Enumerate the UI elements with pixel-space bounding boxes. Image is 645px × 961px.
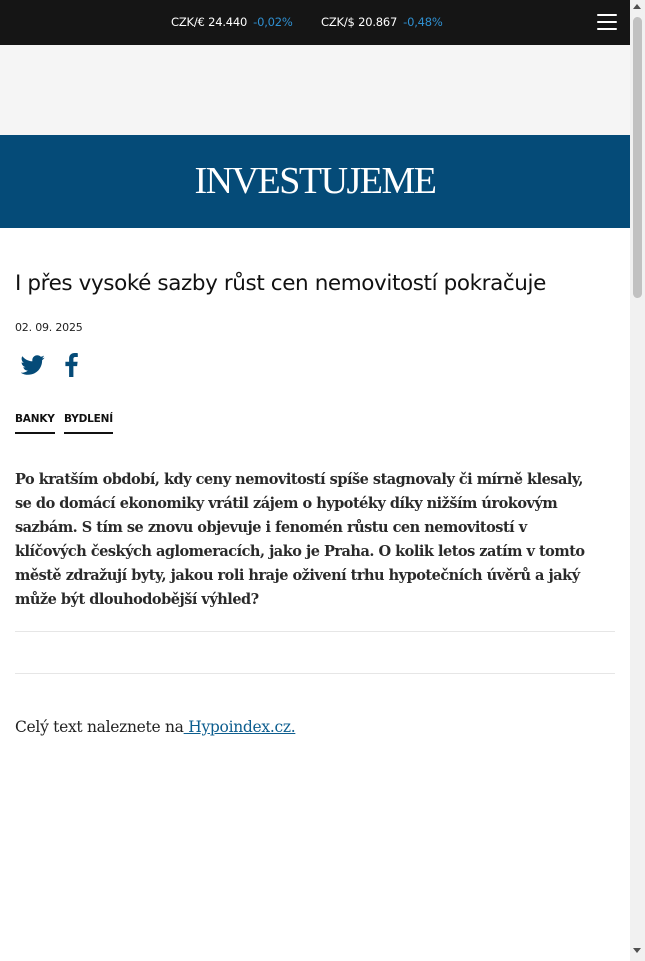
rate-czk-usd-value: CZK/$ 20.867 [321, 15, 398, 29]
full-text-note [15, 715, 295, 739]
scroll-up-arrow-icon[interactable] [633, 4, 641, 9]
scroll-down-arrow-icon[interactable] [633, 948, 641, 953]
divider [15, 631, 615, 632]
currency-ticker-bar [0, 0, 630, 45]
tag-banky[interactable]: BANKY [15, 413, 55, 434]
scrollbar-thumb[interactable] [633, 17, 642, 298]
menu-line [597, 28, 617, 30]
facebook-icon[interactable] [63, 353, 79, 377]
hamburger-menu-icon[interactable] [597, 13, 617, 31]
rate-czk-eur-value: CZK/€ 24.440 [171, 15, 248, 29]
twitter-icon[interactable] [21, 353, 45, 377]
site-logo[interactable]: INVESTUJEME [194, 160, 436, 202]
menu-line [597, 14, 617, 16]
brand-banner [0, 135, 630, 228]
rate-czk-usd-change: -0,48% [403, 15, 443, 29]
menu-line [597, 21, 617, 23]
full-text-prefix: Celý text naleznete na [15, 718, 184, 736]
rate-czk-eur-change: -0,02% [253, 15, 293, 29]
rate-czk-eur [171, 15, 293, 29]
article-date: 02. 09. 2025 [15, 321, 83, 334]
divider [15, 673, 615, 674]
vertical-scrollbar[interactable] [630, 0, 645, 961]
article-title: I přes vysoké sazby růst cen nemovitostí pokračuje [15, 271, 546, 296]
rate-czk-usd [321, 15, 443, 29]
article-perex: Po kratším období, kdy ceny nemovitostí spíše stagnovaly či mírně klesaly, se do domácí ekonomiky vrátil zájem o hypotéky díky nižším úrokovým sazbám. S tím se znovu objevuje i fenomén růstu cen nemovitostí v klíčových českých aglomeracích, jako je Praha. O kolik letos zatím v tomto městě zdražují byty, jakou roli hraje oživení trhu hypotečních úvěrů a jaký může být dlouhodobější výhled? [15, 471, 585, 608]
ad-placeholder [0, 45, 630, 135]
tag-bydleni[interactable]: BYDLENÍ [64, 413, 113, 434]
hypoindex-link[interactable]: Hypoindex.cz. [183, 718, 296, 736]
